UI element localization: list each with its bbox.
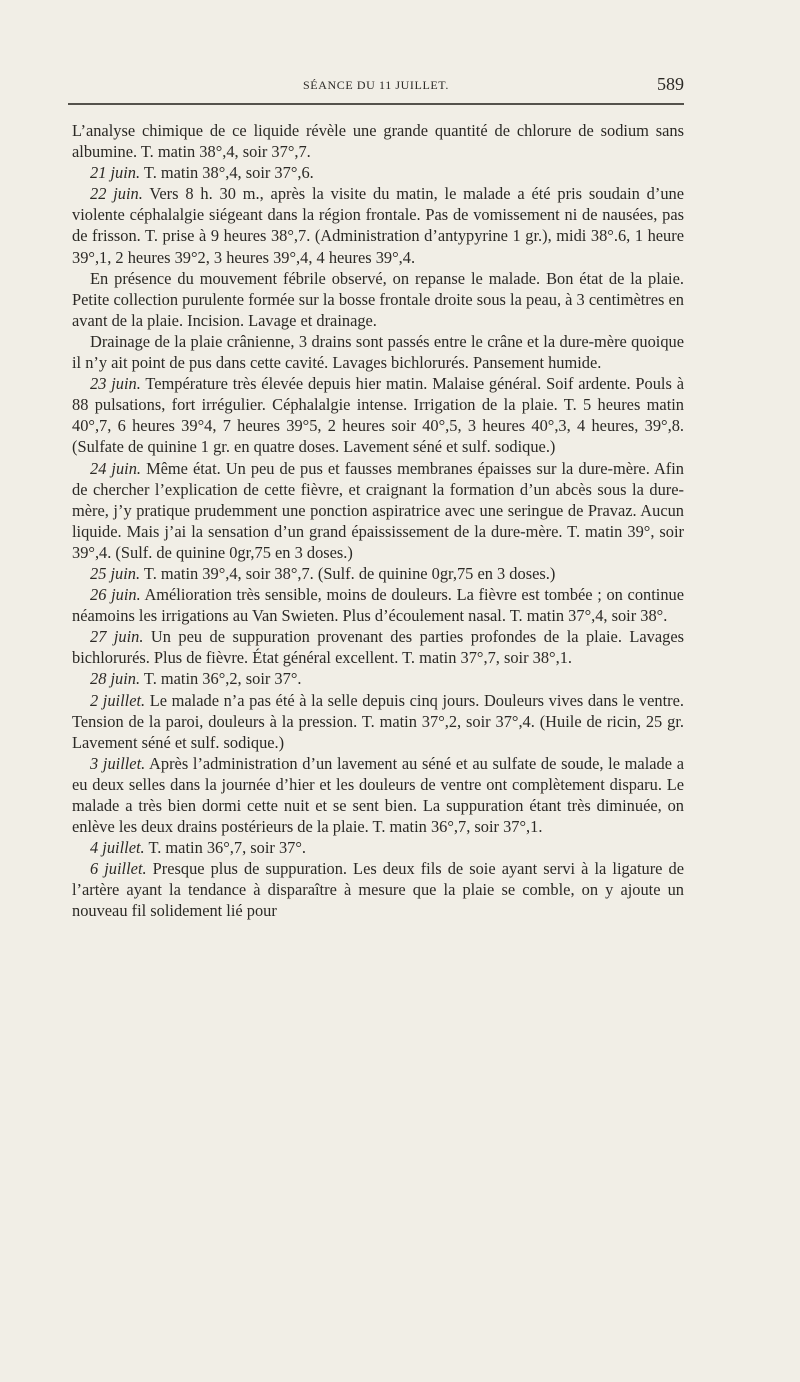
entry-24-juin bbox=[72, 458, 684, 563]
entry-3-juillet bbox=[72, 753, 684, 837]
entry-text: T. matin 36°,7, soir 37°. bbox=[144, 838, 307, 858]
entry-text: Après l’administration d’un lavement au séné et au sulfate de soude, le malade a eu deux selles dans la journée d’hier et les douleurs de ventre ont complètement disparu. Le malade a très bien dormi cette nuit et se sent bien. La suppuration étant très diminuée, on enlève les deux drains postérieurs de la plaie. T. matin 36°,7, soir 37°,1. bbox=[72, 753, 684, 837]
entry-text: Température très élevée depuis hier matin. Malaise général. Soif ardente. Pouls à 88 pulsations, fort irrégulier. Céphalalgie intense. Irrigation de la plaie. T. 5 heures matin 40°,7, 6 heures 39°4, 7 heures 39°5, 2 heures soir 40°,5, 3 heures 40°,3, 4 heures, 39°,8. (Sulfate de quinine 1 gr. en quatre doses. Lavement séné et sulf. sodique.) bbox=[72, 374, 684, 457]
entry-date: 27 juin. bbox=[90, 627, 144, 647]
body-text bbox=[72, 120, 684, 922]
entry-date: 2 juillet. bbox=[90, 690, 146, 710]
entry-22-juin bbox=[72, 183, 684, 267]
entry-6-juillet bbox=[72, 858, 684, 921]
entry-2-juillet bbox=[72, 690, 684, 753]
entry-text: Presque plus de suppuration. Les deux fils de soie ayant servi à la ligature de l’artère ayant la tendance à disparaître à mesure que la plaie se comble, on y ajoute un nouveau fil solidement lié pour bbox=[72, 859, 684, 921]
entry-date: 22 juin. bbox=[90, 184, 143, 204]
entry-text: Vers 8 h. 30 m., après la visite du matin, le malade a été pris soudain d’une violente céphalalgie siégeant dans la région frontale. Pas de vomissement ni de nausées, pas de frisson. T. prise à 9 heures 38°,7. (Administration d’antypyrine 1 gr.), midi 38°.6, 1 heure 39°,1, 2 heures 39°2, 3 heures 39°,4, 4 heures 39°,4. bbox=[72, 184, 684, 267]
entry-text: Même état. Un peu de pus et fausses membranes épaisses sur la dure-mère. Afin de chercher l’explication de cette fièvre, et craignant la formation d’un abcès sous la dure-mère, j’y pratique prudemment une ponction aspiratrice avec une seringue de Pravaz. Aucun liquide. Mais j’ai la sensation d’un grand épaississement de la dure-mère. T. matin 39°, soir 39°,4. (Sulf. de quinine 0gr,75 en 3 doses.) bbox=[72, 458, 684, 562]
entry-date: 4 juillet. bbox=[90, 838, 145, 858]
entry-28-juin bbox=[72, 668, 684, 689]
entry-date: 21 juin. bbox=[90, 163, 141, 183]
entry-date: 25 juin. bbox=[90, 563, 141, 583]
paragraph-text: En présence du mouvement fébrile observé, on repanse le malade. Bon état de la plaie. Petite collection purulente formée sur la bosse frontale droite sous la peau, à 3 centimètres en avant de la plaie. Incision. Lavage et drainage. bbox=[72, 268, 684, 330]
entry-25-juin bbox=[72, 563, 684, 584]
entry-27-juin bbox=[72, 626, 684, 668]
entry-date: 3 juillet. bbox=[90, 753, 146, 773]
entry-text: T. matin 39°,4, soir 38°,7. (Sulf. de quinine 0gr,75 en 3 doses.) bbox=[140, 563, 556, 583]
entry-date: 6 juillet. bbox=[90, 859, 147, 879]
entry-23-juin bbox=[72, 373, 684, 457]
page-header bbox=[68, 74, 684, 98]
paragraph-text: Drainage de la plaie crânienne, 3 drains sont passés entre le crâne et la dure-mère quoique il n’y ait point de pus dans cette cavité. Lavages bichlorurés. Pansement humide. bbox=[72, 331, 684, 373]
entry-text: T. matin 38°,4, soir 37°,6. bbox=[140, 163, 314, 183]
entry-text: Amélioration très sensible, moins de douleurs. La fièvre est tombée ; on continue néamoins les irrigations au Van Swieten. Plus d’écoulement nasal. T. matin 37°,4, soir 38°. bbox=[72, 585, 684, 626]
entry-text: Le malade n’a pas été à la selle depuis cinq jours. Douleurs vives dans le ventre. Tension de la paroi, douleurs à la pression. T. matin 37°,2, soir 37°,4. (Huile de ricin, 25 gr. Lavement séné et sulf. sodique.) bbox=[72, 690, 684, 752]
paragraph-drainage bbox=[72, 331, 684, 373]
entry-26-juin bbox=[72, 584, 684, 626]
paragraph-repansement bbox=[72, 268, 684, 331]
header-rule bbox=[68, 103, 684, 105]
entry-date: 28 juin. bbox=[90, 669, 141, 689]
paragraph-text: L’analyse chimique de ce liquide révèle une grande quantité de chlorure de sodium sans albumine. T. matin 38°,4, soir 37°,7. bbox=[72, 121, 684, 162]
entry-date: 24 juin. bbox=[90, 458, 142, 478]
running-title: SÉANCE DU 11 JUILLET. bbox=[303, 78, 449, 92]
entry-21-juin bbox=[72, 162, 684, 183]
entry-4-juillet bbox=[72, 837, 684, 858]
entry-text: Un peu de suppuration provenant des parties profondes de la plaie. Lavages bichlorurés. Plus de fièvre. État général excellent. T. matin 37°,7, soir 38°,1. bbox=[72, 627, 684, 668]
entry-date: 26 juin. bbox=[90, 585, 141, 605]
entry-text: T. matin 36°,2, soir 37°. bbox=[140, 669, 302, 689]
paragraph-1 bbox=[72, 120, 684, 162]
page-number: 589 bbox=[657, 74, 684, 94]
entry-date: 23 juin. bbox=[90, 374, 141, 394]
